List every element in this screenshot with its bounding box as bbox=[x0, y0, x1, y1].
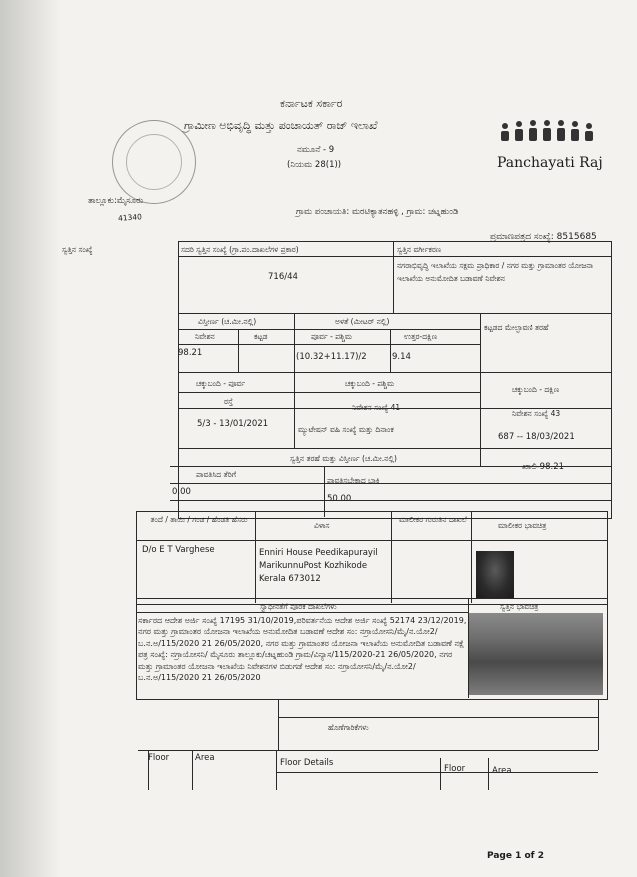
boundary-south-value: ನಿವೇಶನ ಸಂಖ್ಯೆ 43 bbox=[512, 409, 561, 418]
boundary-west-label: ಚಕ್ಕುಬಂದಿ - ಪಶ್ಚಿಮ bbox=[345, 379, 395, 388]
mutation-label: ಮ್ಯುಟೇಷನ್ ವಹಿ ಸಂಖ್ಯೆ ಮತ್ತು ದಿನಾಂಕ bbox=[298, 425, 394, 434]
owner-address-line3: Kerala 673012 bbox=[259, 574, 321, 584]
mutation-value: 687 -- 18/03/2021 bbox=[498, 432, 575, 442]
department-title: ಗ್ರಾಮೀಣ ಅಭಿವೃದ್ಧಿ ಮತ್ತು ಪಂಚಾಯತ್ ರಾಜ್ ಇಲಾಖೆ bbox=[184, 119, 378, 132]
serial-value: 716/44 bbox=[268, 272, 298, 282]
tax-paid-label: ಪಾವತಿಸಿದ ತೆರಿಗೆ bbox=[196, 470, 237, 479]
govt-title: ಕರ್ನಾಟಕ ಸರ್ಕಾರ bbox=[280, 97, 343, 110]
logo-text: Panchayati Raj bbox=[497, 155, 603, 171]
measure-label: ಅಳತೆ (ಮೀಟರ್ ನಲ್ಲಿ) bbox=[335, 317, 390, 326]
classification-label: ಸ್ವತ್ತಿನ ವರ್ಗೀಕರಣ bbox=[397, 245, 442, 254]
property-number-row-label: ಸ್ವತ್ತಿನ ಸಂಖ್ಯೆ bbox=[62, 245, 93, 254]
tax-due-value: 50.00 bbox=[327, 494, 352, 504]
east-west-label: ಪೂರ್ವ - ಪಶ್ಚಿಮ bbox=[311, 332, 353, 341]
boundary-west-value: ನಿವೇಶನ ಸಂಖ್ಯೆ 41 bbox=[352, 403, 401, 412]
tax-paid-value: 0.00 bbox=[172, 487, 191, 497]
boundary-east-label: ಚಕ್ಕುಬಂದಿ - ಪೂರ್ವ bbox=[196, 379, 246, 388]
scan-shadow-edge bbox=[0, 0, 60, 877]
north-south-label: ಉತ್ತರ-ದಕ್ಷಿಣ bbox=[404, 332, 438, 341]
liabilities-label: ಹೊಣೆಗಾರಿಕೆಗಳು bbox=[328, 723, 369, 732]
east-west-value: (10.32+11.17)/2 bbox=[296, 352, 367, 362]
type-area-value: ಖಾಲಿ-98.21 bbox=[522, 462, 565, 472]
type-area-label: ಸ್ವತ್ತಿನ ತರಹೆ ಮತ್ತು ವಿಸ್ತೀರ್ಣ (ಚ.ಮೀ.ನಲ್ಲಿ) bbox=[290, 454, 397, 463]
building-label: ಕಟ್ಟಡ bbox=[254, 332, 268, 341]
area-label: ವಿಸ್ತೀರ್ಣ (ಚ.ಮೀ.ನಲ್ಲಿ) bbox=[198, 317, 257, 326]
building-type-label: ಕಟ್ಟಡದ ಮೇಲ್ಛಾವಣಿ ತರಹೆ bbox=[484, 323, 549, 332]
owner-name-value: D/o E T Varghese bbox=[142, 545, 215, 555]
boundary-south-label: ಚಕ್ಕುಬಂದಿ - ದಕ್ಷಿಣ bbox=[512, 385, 560, 394]
classification-value: ನಗರಾಭಿವೃದ್ಧಿ ಇಲಾಖೆಯ ಸಕ್ಷಮ ಪ್ರಾಧಿಕಾರ / ನಗರ ಮತ್ತು ಗ್ರಾಮಾಂತರ ಯೋಜನಾ ಇಲಾಖೆಯ ಅನುಮೋದಿತ ಬಡಾವಣೆ ನಿವೇಶನ bbox=[397, 261, 594, 283]
property-register-value: 5/3 - 13/01/2021 bbox=[197, 419, 269, 429]
floor-column-1: Floor bbox=[148, 753, 170, 763]
property-photo-label: ಸ್ವತ್ತಿನ ಭಾವಚಿತ್ರ bbox=[500, 602, 539, 611]
owner-id-label: ಮಾಲೀಕರ ಗುರುತಿನ ದಾಖಲೆ bbox=[399, 515, 467, 524]
office-seal-inner bbox=[126, 134, 182, 190]
site-area-value: 98.21 bbox=[178, 348, 203, 358]
panchayati-raj-logo-icon bbox=[497, 120, 597, 152]
certificate-number: ಪ್ರಮಾಣಪತ್ರದ ಸಂಖ್ಯೆ: 8515685 bbox=[490, 232, 597, 242]
floor-column-2: Floor bbox=[444, 764, 466, 774]
area-column-1: Area bbox=[195, 753, 215, 763]
owner-photo bbox=[476, 551, 514, 599]
documents-label: ಸ್ವಾಧೀನತೆಗೆ ಪೂರಕ ದಾಖಲೆಗಳು bbox=[260, 602, 337, 611]
owner-name-label: ತಂದೆ / ತಾಯಿ / ಗಂಡ / ಹೆಂಡತಿ ಹೆಸರು bbox=[150, 515, 248, 524]
property-photo bbox=[469, 613, 603, 695]
tax-due-label: ಪಾವತಿಸಬೇಕಾದ ಬಾಕಿ bbox=[327, 476, 380, 485]
boundary-east-value: ರಸ್ತೆ bbox=[224, 397, 233, 406]
seal-number: 41340 bbox=[117, 212, 143, 223]
form-number: ನಮೂನೆ - 9 bbox=[297, 145, 335, 155]
owner-address-line2: MarikunnuPost Kozhikode bbox=[259, 561, 368, 571]
owner-address-label: ವಿಳಾಸ bbox=[314, 521, 330, 530]
panchayat-village: ಗ್ರಾಮ ಪಂಚಾಯತಿ: ಮರಟಿಕ್ಯಾತನಹಳ್ಳಿ , ಗ್ರಾಮ: ಚಟ್ನಹುಂಡಿ bbox=[296, 207, 459, 217]
owner-address-line1: Enniri House Peedikapurayil bbox=[259, 548, 378, 558]
serial-label: ಸದರಿ ಸ್ವತ್ತಿನ ಸಂಖ್ಯೆ (ಗ್ರಾ.ಪಂ.ದಾಖಲೆಗಳ ಪ್ರಕಾರ) bbox=[181, 245, 299, 254]
owner-photo-label: ಮಾಲೀಕರ ಭಾವಚಿತ್ರ bbox=[498, 521, 547, 530]
documents-text: ಸರ್ಕಾರದ ಆದೇಶ ಅರ್ಜಿ ಸಂಖ್ಯೆ 17195 31/10/2019,ಪರಿವರ್ತನೆಯ ಆದೇಶ ಅರ್ಜಿ ಸಂಖ್ಯೆ 52174 23/12/2019, ನಗರ ಮತ್ತು ಗ್ರಾಮಾಂತರ ಯೋಜನಾ ಇಲಾಖೆಯ ಅನುಮೋದಿತ ಬಡಾವಣೆ ಆದೇಶ ಸಂ: ನಗ್ರಾಯೋಸನಿ/ಮೈ/ನ.ಯೋ2/ಬ.ನ.ಅ/115/2020 21 26/05/2020, ನಗರ ಮತ್ತು ಗ್ರಾಮಾಂತರ ಯೋಜನಾ ಇಲಾಖೆಯ ಅನುಮೋದಿತ ಬಡಾವಣೆ ನಕ್ಷೆ ಪತ್ರ ಸಂಖ್ಯೆ: ನಗ್ರಾಯೋಸನಿ/ ಮೈಸೂರು ತಾಲ್ಲೂಕು/ಚಟ್ನಹುಂಡಿ ಗ್ರಾಮ/ವಿನ್ಯಾಸ/115/2020-21 26/05/2020, ನಗರ ಮತ್ತು ಗ್ರಾಮಾಂತರ ಯೋಜನಾ ಇಲಾಖೆಯ ನಿವೇಶನಗಳ ಬಿಡುಗಡೆ ಆದೇಶ ಸಂ: ನಗ್ರಾಯೋಸನಿ/ಮೈ/ನ.ಯೋ2/ಬ.ನ.ಅ/115/2020 21 26/05/2020 bbox=[138, 616, 467, 683]
page-number: Page 1 of 2 bbox=[487, 851, 544, 861]
area-column-2: Area bbox=[492, 766, 512, 776]
north-south-value: 9.14 bbox=[392, 352, 411, 362]
floor-details-label: Floor Details bbox=[280, 758, 334, 768]
site-label: ನಿವೇಶನ bbox=[195, 332, 215, 341]
taluk-label: ತಾಲ್ಲೂಕು:ಮೈಸೂರು bbox=[88, 196, 144, 206]
form-rule: (ನಿಯಮ 28(1)) bbox=[287, 160, 342, 170]
